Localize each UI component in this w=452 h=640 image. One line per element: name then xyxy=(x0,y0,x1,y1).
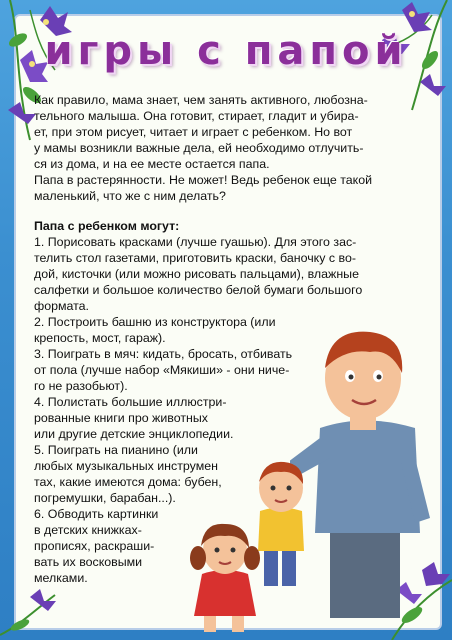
intro-line: ет, при этом рисует, читает и играет с ребенком. Но вот xyxy=(34,125,353,139)
list-item-line: 3. Поиграть в мяч: кидать, бросать, отбивать xyxy=(34,347,293,361)
list-item-line: или другие детские энциклопедии. xyxy=(34,427,234,441)
list-item-line: крепость, мост, гараж). xyxy=(34,331,166,345)
intro-line: тельного малыша. Она готовит, стирает, гладит и убира- xyxy=(34,109,359,123)
list-item xyxy=(34,234,426,314)
list-item-line: 4. Полистать большие иллюстри- xyxy=(34,395,227,409)
list-item-line: погремушки, барабан...). xyxy=(34,491,176,505)
intro-line: Папа в растерянности. Не может! Ведь ребенок еще такой xyxy=(34,173,373,187)
list-item-line: 5. Поиграть на пианино (или xyxy=(34,443,198,457)
intro-paragraph xyxy=(34,92,426,204)
list-item-line: рованные книги про животных xyxy=(34,411,208,425)
bellflower-icon xyxy=(0,585,60,640)
list-item-line: салфетки и большое количество белой бумаги большого xyxy=(34,283,363,297)
list-item-line: дой, кисточки (или можно рисовать пальцами), влажные xyxy=(34,267,359,281)
list-item-line: тах, какие имеются дома: бубен, xyxy=(34,475,222,489)
intro-line: ся из дома, и на ее месте остается папа. xyxy=(34,157,270,171)
list-item-line: любых музыкальных инструмен xyxy=(34,459,218,473)
intro-line: Как правило, мама знает, чем занять активного, любозна- xyxy=(34,93,368,107)
list-item-line: в детских книжках- xyxy=(34,523,142,537)
list-item-line: прописях, раскраши- xyxy=(34,539,155,553)
list-item-line: формата. xyxy=(34,299,89,313)
list-item-line: мелками. xyxy=(34,571,88,585)
list-item-line: вать их восковыми xyxy=(34,555,143,569)
list-item-line: телить стол газетами, приготовить краски, баночку с во- xyxy=(34,251,356,265)
intro-line: у мамы возникли важные дела, ей необходимо отлучить- xyxy=(34,141,364,155)
intro-line: маленький, что же с ним делать? xyxy=(34,189,226,203)
page-title: игры с папой xyxy=(44,28,408,74)
girl-illustration xyxy=(180,516,270,634)
list-item-line: от пола (лучше набор «Мякиши» - они ниче- xyxy=(34,363,290,377)
list-heading: Папа с ребенком могут: xyxy=(34,219,180,233)
list-item-line: 6. Обводить картинки xyxy=(34,507,159,521)
list-item-line: 2. Построить башню из конструктора (или xyxy=(34,315,276,329)
list-item-line: 1. Порисовать красками (лучше гуашью). Для этого зас- xyxy=(34,235,357,249)
list-item-line: го не разобьют). xyxy=(34,379,128,393)
